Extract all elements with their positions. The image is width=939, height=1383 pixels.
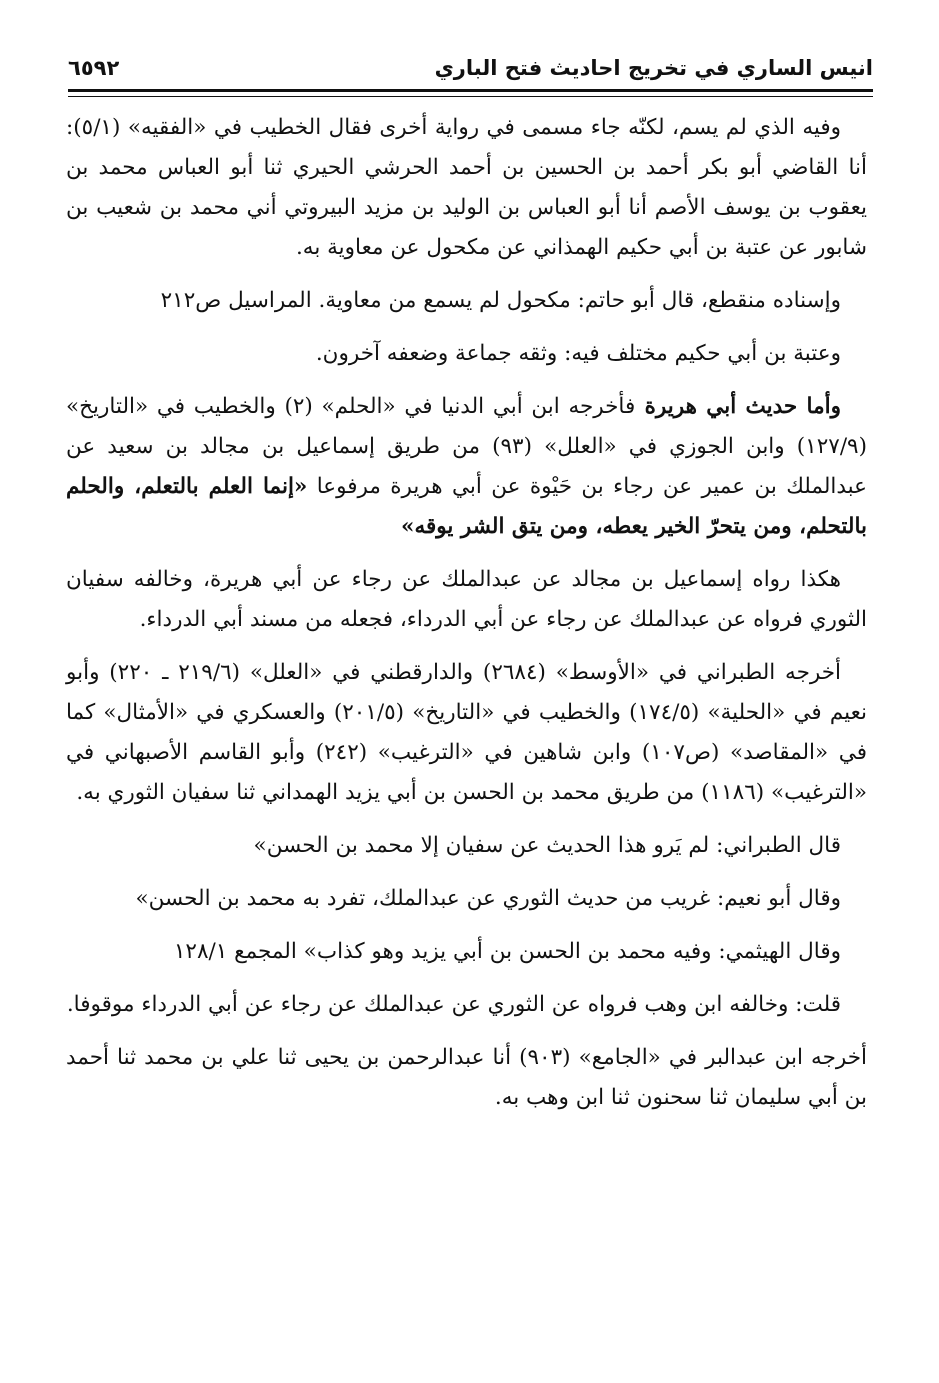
bold-text: وأما حديث أبي هريرة [635,394,841,419]
paragraph [66,826,867,866]
text-run: أخرجه الطبراني في «الأوسط» (٢٦٨٤) والدارقطني في «العلل» (٢١٩/٦ ـ ٢٢٠) وأبو نعيم في «الحلية» (١٧٤/٥) والخطيب في «التاريخ» (٢٠١/٥) والعسكري في «الأمثال» كما في «المقاصد» (ص١٠٧) وابن شاهين في «الترغيب» (٢٤٢) وأبو القاسم الأصبهاني في «الترغيب» (١١٨٦) من طريق محمد بن الحسن بن أبي يزيد الهمداني ثنا سفيان الثوري به. [66,660,867,805]
page-number: ٦٥٩٢ [68,56,120,80]
body-text [66,108,867,1131]
text-run: فأخرجه ابن أبي الدنيا في «الحلم» (٢) والخطيب في «التاريخ» (١٢٧/٩) وابن الجوزي في «العلل» (٩٣) من طريق إسماعيل بن مجالد بن سعيد عن عبدالملك بن عمير عن رجاء بن حَيْوة عن أبي هريرة مرفوعا [66,394,867,499]
text-run: قال الطبراني: لم يَرو هذا الحديث عن سفيان إلا محمد بن الحسن» [253,833,841,858]
paragraph [66,985,867,1025]
text-run: قلت: وخالفه ابن وهب فرواه عن الثوري عن عبدالملك عن رجاء عن أبي الدرداء موقوفا. [66,992,841,1017]
text-run: وقال أبو نعيم: غريب من حديث الثوري عن عبدالملك، تفرد به محمد بن الحسن» [135,886,841,911]
text-run: وفيه الذي لم يسم، لكنّه جاء مسمى في رواية أخرى فقال الخطيب في «الفقيه» (٥/١): أنا القاضي أبو بكر أحمد بن الحسين بن أحمد الحرشي الحيري ثنا أبو العباس محمد بن يعقوب بن يوسف الأصم أنا أبو العباس بن الوليد بن مزيد البيروتي أني محمد بن شعيب بن شابور عن عتبة بن أبي حكيم الهمذاني عن مكحول عن معاوية به. [66,115,867,260]
paragraph [66,879,867,919]
paragraph [66,1038,867,1118]
header-rule-thin [68,96,873,97]
running-title: انيس الساري في تخريج احاديث فتح الباري [434,56,873,80]
paragraph [66,932,867,972]
bold-text: «إنما العلم بالتعلم، والحلم بالتحلم، ومن يتحرّ الخير يعطه، ومن يتق الشر يوقه» [66,474,867,539]
text-run: أخرجه ابن عبدالبر في «الجامع» (٩٠٣) أنا عبدالرحمن بن يحيى ثنا علي بن محمد ثنا أحمد بن أبي سليمان ثنا سحنون ثنا ابن وهب به. [66,1045,867,1110]
page-header [68,48,873,88]
paragraph [66,281,867,321]
paragraph [66,387,867,547]
text-run: وإسناده منقطع، قال أبو حاتم: مكحول لم يسمع من معاوية. المراسيل ص٢١٢ [160,288,841,313]
header-rule-thick [68,89,873,92]
paragraph [66,560,867,640]
paragraph [66,108,867,268]
paragraph [66,653,867,813]
text-run: وقال الهيثمي: وفيه محمد بن الحسن بن أبي يزيد وهو كذاب» المجمع ١٢٨/١ [173,939,841,964]
text-run: هكذا رواه إسماعيل بن مجالد عن عبدالملك عن رجاء عن أبي هريرة، وخالفه سفيان الثوري فرواه عن عبدالملك عن رجاء عن أبي الدرداء، فجعله من مسند أبي الدرداء. [66,567,867,632]
paragraph [66,334,867,374]
text-run: وعتبة بن أبي حكيم مختلف فيه: وثقه جماعة وضعفه آخرون. [315,341,841,366]
